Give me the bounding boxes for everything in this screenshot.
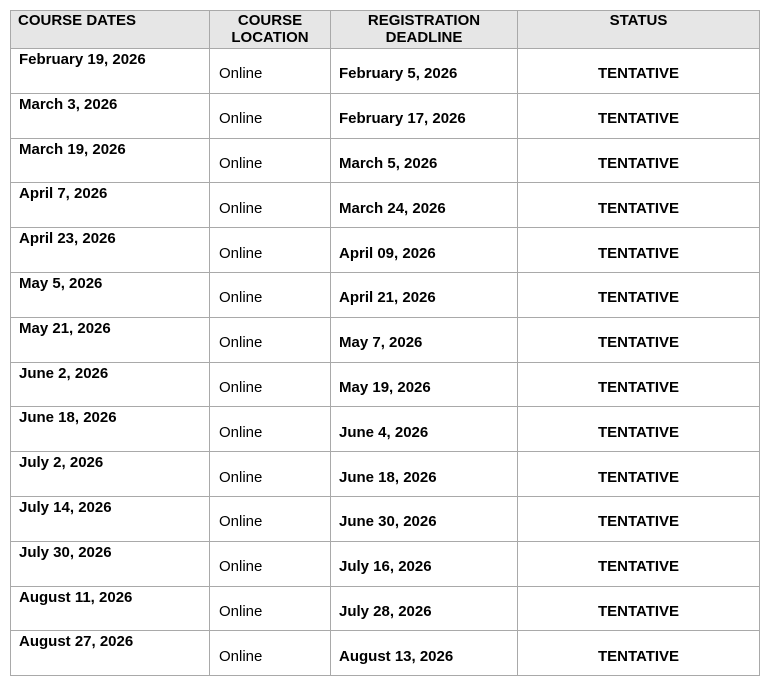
status-cell: TENTATIVE — [518, 541, 760, 586]
header-registration-deadline-line1: REGISTRATION — [367, 12, 481, 29]
course-location-cell: Online — [210, 362, 331, 407]
course-date-cell: August 11, 2026 — [11, 586, 210, 631]
table-row — [11, 228, 760, 273]
table-body — [11, 49, 760, 676]
status-cell: TENTATIVE — [518, 586, 760, 631]
status-cell: TENTATIVE — [518, 452, 760, 497]
course-location-cell: Online — [210, 586, 331, 631]
header-status: STATUS — [518, 11, 760, 49]
course-location-cell: Online — [210, 317, 331, 362]
course-location-cell: Online — [210, 49, 331, 94]
status-cell: TENTATIVE — [518, 496, 760, 541]
course-date-cell: February 19, 2026 — [11, 49, 210, 94]
course-schedule-table — [10, 10, 760, 676]
status-cell: TENTATIVE — [518, 228, 760, 273]
table-row — [11, 541, 760, 586]
header-registration-deadline — [331, 11, 518, 49]
table-row — [11, 362, 760, 407]
course-location-cell: Online — [210, 272, 331, 317]
course-date-cell: April 23, 2026 — [11, 228, 210, 273]
registration-deadline-cell: August 13, 2026 — [331, 631, 518, 676]
table-row — [11, 452, 760, 497]
registration-deadline-cell: July 16, 2026 — [331, 541, 518, 586]
table-row — [11, 138, 760, 183]
course-location-cell: Online — [210, 407, 331, 452]
course-location-cell: Online — [210, 452, 331, 497]
table-row — [11, 496, 760, 541]
status-cell: TENTATIVE — [518, 272, 760, 317]
status-cell: TENTATIVE — [518, 362, 760, 407]
registration-deadline-cell: February 5, 2026 — [331, 49, 518, 94]
status-cell: TENTATIVE — [518, 407, 760, 452]
registration-deadline-cell: April 21, 2026 — [331, 272, 518, 317]
course-date-cell: July 2, 2026 — [11, 452, 210, 497]
course-location-cell: Online — [210, 228, 331, 273]
registration-deadline-cell: March 5, 2026 — [331, 138, 518, 183]
course-location-cell: Online — [210, 541, 331, 586]
course-location-cell: Online — [210, 496, 331, 541]
table-row — [11, 49, 760, 94]
registration-deadline-cell: June 4, 2026 — [331, 407, 518, 452]
registration-deadline-cell: July 28, 2026 — [331, 586, 518, 631]
table-row — [11, 93, 760, 138]
header-registration-deadline-line2: DEADLINE — [385, 29, 463, 46]
table-row — [11, 317, 760, 362]
status-cell: TENTATIVE — [518, 631, 760, 676]
registration-deadline-cell: June 18, 2026 — [331, 452, 518, 497]
status-cell: TENTATIVE — [518, 93, 760, 138]
course-date-cell: August 27, 2026 — [11, 631, 210, 676]
table-row — [11, 586, 760, 631]
registration-deadline-cell: May 7, 2026 — [331, 317, 518, 362]
registration-deadline-cell: March 24, 2026 — [331, 183, 518, 228]
course-date-cell: June 2, 2026 — [11, 362, 210, 407]
course-date-cell: June 18, 2026 — [11, 407, 210, 452]
course-date-cell: July 30, 2026 — [11, 541, 210, 586]
header-course-location-line1: COURSE — [237, 12, 303, 29]
table-row — [11, 183, 760, 228]
course-date-cell: May 5, 2026 — [11, 272, 210, 317]
course-location-cell: Online — [210, 183, 331, 228]
course-date-cell: April 7, 2026 — [11, 183, 210, 228]
table-row — [11, 272, 760, 317]
status-cell: TENTATIVE — [518, 49, 760, 94]
course-schedule-container — [10, 10, 760, 676]
status-cell: TENTATIVE — [518, 317, 760, 362]
course-date-cell: May 21, 2026 — [11, 317, 210, 362]
header-course-dates: COURSE DATES — [11, 11, 210, 49]
header-course-location — [210, 11, 331, 49]
table-row — [11, 407, 760, 452]
table-header — [11, 11, 760, 49]
course-date-cell: March 3, 2026 — [11, 93, 210, 138]
header-row — [11, 11, 760, 49]
course-date-cell: March 19, 2026 — [11, 138, 210, 183]
course-location-cell: Online — [210, 138, 331, 183]
registration-deadline-cell: February 17, 2026 — [331, 93, 518, 138]
registration-deadline-cell: June 30, 2026 — [331, 496, 518, 541]
table-row — [11, 631, 760, 676]
course-location-cell: Online — [210, 93, 331, 138]
registration-deadline-cell: May 19, 2026 — [331, 362, 518, 407]
course-location-cell: Online — [210, 631, 331, 676]
status-cell: TENTATIVE — [518, 183, 760, 228]
status-cell: TENTATIVE — [518, 138, 760, 183]
course-date-cell: July 14, 2026 — [11, 496, 210, 541]
header-course-location-line2: LOCATION — [231, 29, 309, 46]
registration-deadline-cell: April 09, 2026 — [331, 228, 518, 273]
